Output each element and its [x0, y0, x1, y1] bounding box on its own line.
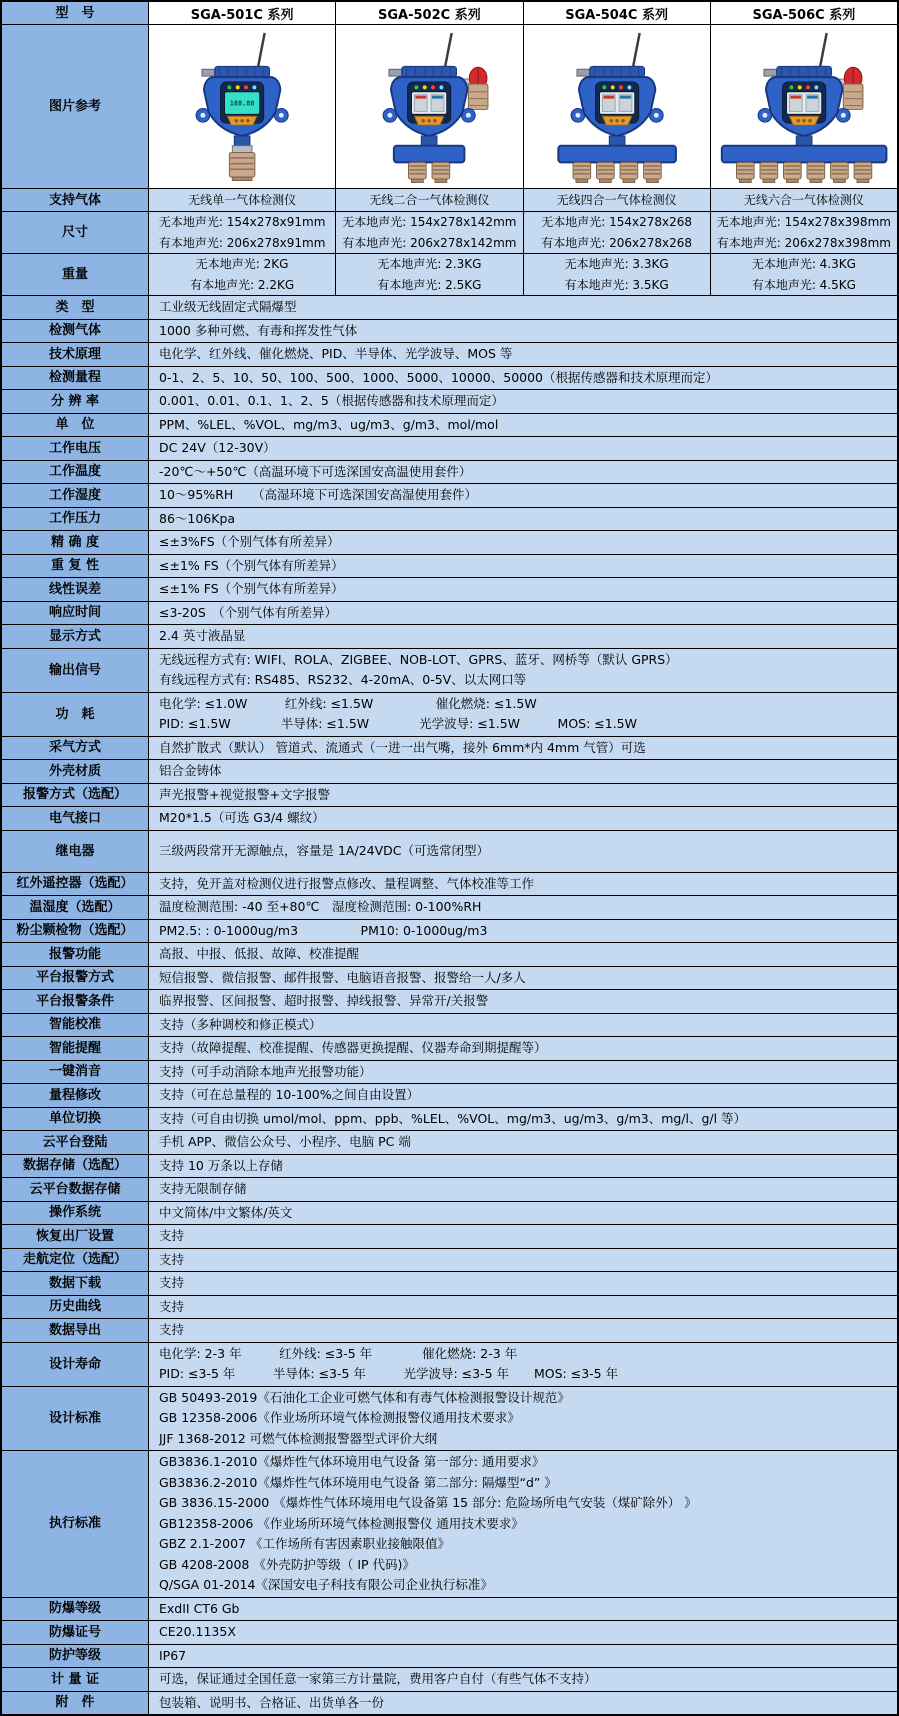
row-label: 类 型: [2, 296, 149, 319]
spec-row: [2, 1154, 897, 1178]
text-line: ≤±1% FS（个别气体有所差异）: [159, 581, 344, 596]
spec-value-cell: [149, 760, 897, 783]
spec-row: [2, 806, 897, 830]
text-line: 支持: [159, 1228, 185, 1243]
spec-row: [2, 783, 897, 807]
row-label: 采气方式: [2, 737, 149, 760]
text-line: 可选，保证通过全国任意一家第三方计量院，费用客户自付（有些气体不支持）: [159, 1671, 597, 1686]
spec-row: [2, 342, 897, 366]
text-line: 有本地声光: 206x278x142mm: [342, 235, 517, 250]
text-line: PM2.5: : 0-1000ug/m3 PM10: 0-1000ug/m3: [159, 922, 488, 938]
svg-text:188.88: 188.88: [229, 99, 255, 108]
model-header-cell: SGA-502C 系列: [335, 2, 522, 24]
spec-row: [2, 1083, 897, 1107]
row-label: 执行标准: [2, 1451, 149, 1597]
row-label: 检测气体: [2, 320, 149, 343]
row-label: 电气接口: [2, 807, 149, 830]
spec-row: [2, 1060, 897, 1084]
row-label: 工作湿度: [2, 484, 149, 507]
spec-row: [2, 577, 897, 601]
spec-value-cell: [149, 343, 897, 366]
spec-value-cell: [149, 1343, 897, 1386]
product-image-cell: [710, 25, 897, 188]
row-label: 尺寸: [2, 212, 149, 253]
row-label: 单 位: [2, 414, 149, 437]
model-value-cell: [149, 254, 335, 295]
text-line: 2.4 英寸液晶显: [159, 628, 246, 643]
model-header-cell: SGA-501C 系列: [149, 2, 335, 24]
text-line: 无本地声光: 154x278x91mm: [158, 215, 326, 229]
text-line: 有本地声光: 206x278x91mm: [158, 235, 326, 250]
text-line: 支持: [159, 1322, 185, 1337]
spec-row: [2, 919, 897, 943]
spec-row: [2, 942, 897, 966]
spec-row: [2, 1644, 897, 1668]
text-line: 有本地声光: 2.5KG: [377, 277, 482, 292]
model-value-cell: [523, 212, 710, 253]
spec-value-cell: [149, 920, 897, 943]
text-line: 有本地声光: 3.5KG: [564, 277, 669, 292]
row-label: 功 耗: [2, 693, 149, 736]
text-line: Q/SGA 01-2014《深国安电子科技有限公司企业执行标准》: [159, 1577, 493, 1592]
text-line: M20*1.5（可选 G3/4 螺纹）: [159, 810, 325, 825]
spec-value-cell: [149, 990, 897, 1013]
spec-row: [2, 319, 897, 343]
product-image-cell: [335, 25, 522, 188]
spec-value-cell: [149, 367, 897, 390]
row-label: 支持气体: [2, 189, 149, 211]
text-line: 无本地声光: 2.3KG: [377, 257, 482, 271]
row-label: 智能提醒: [2, 1037, 149, 1060]
row-label-images: 图片参考: [2, 25, 149, 188]
model-value-cell: [523, 189, 710, 211]
text-line: 无本地声光: 2KG: [195, 257, 289, 271]
spec-row: [2, 436, 897, 460]
spec-row: [2, 389, 897, 413]
spec-value-cell: [149, 1225, 897, 1248]
spec-value-cell: [149, 1668, 897, 1691]
spec-value-cell: [149, 1296, 897, 1319]
gas-detector-single-image: [150, 27, 334, 186]
model-value-cell: [523, 254, 710, 295]
row-label: 单位切换: [2, 1108, 149, 1131]
spec-row: [2, 366, 897, 390]
product-image-cell: [149, 25, 335, 188]
text-line: 无线远程方式有: WIFI、ROLA、ZIGBEE、NOB-LOT、GPRS、蓝牙、网桥等（默认 GPRS）: [159, 651, 678, 667]
spec-row: [2, 989, 897, 1013]
spec-value-cell: [149, 1598, 897, 1621]
text-line: 临界报警、区间报警、超时报警、掉线报警、异常开/关报警: [159, 993, 489, 1008]
spec-value-cell: [149, 1155, 897, 1178]
row-label: 显示方式: [2, 625, 149, 648]
text-line: ≤±3%FS（个别气体有所差异）: [159, 534, 340, 549]
spec-value-cell: [149, 1061, 897, 1084]
row-label: 防护等级: [2, 1645, 149, 1668]
spec-value-cell: [149, 1272, 897, 1295]
row-label: 恢复出厂设置: [2, 1225, 149, 1248]
text-line: IP67: [159, 1647, 187, 1663]
spec-value-cell: [149, 531, 897, 554]
row-label: 设计寿命: [2, 1343, 149, 1386]
row-label: 防爆等级: [2, 1598, 149, 1621]
spec-value-cell: [149, 625, 897, 648]
row-label: 计 量 证: [2, 1668, 149, 1691]
text-line: 短信报警、微信报警、邮件报警、电脑语音报警、报警给一人/多人: [159, 969, 526, 985]
row-label: 技术原理: [2, 343, 149, 366]
text-line: 有本地声光: 206x278x398mm: [716, 235, 891, 250]
spec-value-cell: [149, 784, 897, 807]
spec-row: [2, 530, 897, 554]
text-line: 电化学、红外线、催化燃烧、PID、半导体、光学波导、MOS 等: [159, 346, 513, 361]
text-line: 电化学: 2-3 年 红外线: ≤3-5 年 催化燃烧: 2-3 年: [159, 1345, 518, 1361]
spec-row: [2, 1295, 897, 1319]
row-label: 工作电压: [2, 437, 149, 460]
text-line: 支持，免开盖对检测仪进行报警点修改、量程调整、气体校准等工作: [159, 875, 535, 891]
text-line: 自然扩散式（默认） 管道式、流通式（一进一出气嘴，接外 6mm*内 4mm 气管）可选: [159, 739, 646, 755]
text-line: 温度检测范围: -40 至+80℃ 湿度检测范围: 0-100%RH: [159, 899, 482, 914]
text-line: GB 3836.15-2000 《爆炸性气体环境用电气设备第 15 部分: 危险场所电气安装（煤矿除外） 》: [159, 1495, 697, 1510]
spec-row: [2, 759, 897, 783]
model-value-row: [2, 253, 897, 295]
spec-row: [2, 1177, 897, 1201]
model-value-cell: [149, 189, 335, 211]
spec-row: [2, 413, 897, 437]
text-line: PID: ≤1.5W 半导体: ≤1.5W 光学波导: ≤1.5W MOS: ≤1.5W: [159, 716, 637, 731]
text-line: 支持 10 万条以上存储: [159, 1157, 283, 1173]
text-line: PPM、%LEL、%VOL、mg/m3、ug/m3、g/m3、mol/mol: [159, 416, 499, 432]
row-label: 平台报警条件: [2, 990, 149, 1013]
spec-value-cell: [149, 414, 897, 437]
text-line: 无线四合一气体检测仪: [556, 192, 677, 207]
spec-row: [2, 1386, 897, 1451]
spec-value-cell: [149, 296, 897, 319]
text-line: 0.001、0.01、0.1、1、2、5（根据传感器和技术原理而定）: [159, 393, 504, 408]
text-line: 高报、中报、低报、故障、校准提醒: [159, 946, 360, 961]
gas-detector-dual-image: [337, 27, 521, 186]
spec-row: [2, 1342, 897, 1386]
row-label: 报警方式（选配）: [2, 784, 149, 807]
text-line: 三级两段常开无源触点，容量是 1A/24VDC（可选常闭型）: [159, 842, 489, 858]
spec-value-cell: [149, 1108, 897, 1131]
spec-value-cell: [149, 1084, 897, 1107]
text-line: 1000 多种可燃、有毒和挥发性气体: [159, 322, 358, 338]
row-label: 历史曲线: [2, 1296, 149, 1319]
row-label: 操作系统: [2, 1202, 149, 1225]
spec-row: [2, 554, 897, 578]
text-line: ≤±1% FS（个别气体有所差异）: [159, 557, 344, 573]
row-label: 平台报警方式: [2, 967, 149, 990]
spec-value-cell: [149, 1037, 897, 1060]
spec-row: [2, 1036, 897, 1060]
spec-value-cell: [149, 1645, 897, 1668]
row-label: 红外遥控器（选配）: [2, 873, 149, 896]
model-header-cell: SGA-506C 系列: [710, 2, 897, 24]
text-line: 支持无限制存储: [159, 1181, 247, 1196]
row-label: 线性误差: [2, 578, 149, 601]
spec-row: [2, 1107, 897, 1131]
spec-row: [2, 1318, 897, 1342]
text-line: 有线远程方式有: RS485、RS232、4-20mA、0-5V、以太网口等: [159, 672, 527, 687]
row-label: 检测量程: [2, 367, 149, 390]
spec-value-cell: [149, 508, 897, 531]
text-line: 无线六合一气体检测仪: [743, 192, 864, 207]
text-line: 无本地声光: 154x278x268: [541, 215, 693, 229]
model-value-cell: [710, 189, 897, 211]
spec-row: [2, 1691, 897, 1715]
text-line: DC 24V（12-30V）: [159, 440, 276, 455]
spec-row: [2, 692, 897, 736]
text-line: GB 12358-2006《作业场所环境气体检测报警仪通用技术要求》: [159, 1410, 520, 1425]
spec-value-cell: [149, 873, 897, 896]
text-line: 工业级无线固定式隔爆型: [159, 299, 297, 314]
text-line: 无本地声光: 154x278x142mm: [342, 215, 517, 229]
row-label: 数据导出: [2, 1319, 149, 1342]
row-label: 外壳材质: [2, 760, 149, 783]
text-line: JJF 1368-2012 可燃气体检测报警器型式评价大纲: [159, 1430, 438, 1446]
text-line: GB12358-2006 《作业场所环境气体检测报警仪 通用技术要求》: [159, 1515, 524, 1531]
text-line: 支持: [159, 1251, 185, 1267]
product-image-cell: [523, 25, 710, 188]
model-value-cell: [710, 254, 897, 295]
model-header-cell: SGA-504C 系列: [523, 2, 710, 24]
spec-row: [2, 966, 897, 990]
spec-row: [2, 648, 897, 692]
spec-row: [2, 1620, 897, 1644]
model-value-cell: [335, 254, 522, 295]
text-line: GB3836.2-2010《爆炸性气体环境用电气设备 第二部分: 隔爆型“d” 》: [159, 1474, 557, 1490]
row-label: 输出信号: [2, 649, 149, 692]
text-line: 无线单一气体检测仪: [188, 192, 297, 207]
row-label: 分 辨 率: [2, 390, 149, 413]
spec-value-cell: [149, 1692, 897, 1715]
spec-value-cell: [149, 1178, 897, 1201]
text-line: GB 50493-2019《石油化工企业可燃气体和有毒气体检测报警设计规范》: [159, 1389, 570, 1405]
text-line: 支持（可手动消除本地声光报警功能）: [159, 1063, 372, 1079]
row-label: 重量: [2, 254, 149, 295]
row-label: 量程修改: [2, 1084, 149, 1107]
row-label: 报警功能: [2, 943, 149, 966]
text-line: 86～106Kpa: [159, 510, 236, 526]
text-line: PID: ≤3-5 年 半导体: ≤3-5 年 光学波导: ≤3-5 年 MOS: ≤3-5 年: [159, 1366, 619, 1381]
spec-row: [2, 1450, 897, 1597]
spec-value-cell: [149, 1014, 897, 1037]
spec-value-cell: [149, 943, 897, 966]
model-value-cell: [149, 212, 335, 253]
text-line: 手机 APP、微信公众号、小程序、电脑 PC 端: [159, 1134, 411, 1149]
spec-row: [2, 1248, 897, 1272]
text-line: ExdII CT6 Gb: [159, 1600, 240, 1616]
model-value-cell: [710, 212, 897, 253]
spec-value-cell: [149, 578, 897, 601]
text-line: 支持: [159, 1275, 185, 1290]
row-label: 智能校准: [2, 1014, 149, 1037]
row-label: 重 复 性: [2, 555, 149, 578]
model-header-cells: [149, 2, 897, 24]
spec-value-cell: [149, 807, 897, 830]
spec-value-cell: [149, 555, 897, 578]
spec-row: [2, 624, 897, 648]
text-line: 支持（可自由切换 umol/mol、ppm、ppb、%LEL、%VOL、mg/m3、ug/m3、g/m3、mg/l、g/l 等）: [159, 1110, 747, 1126]
gas-detector-quad-image: [525, 27, 709, 186]
product-image-cells: [149, 25, 897, 188]
image-row: [2, 24, 897, 188]
spec-value-cell: [149, 831, 897, 872]
spec-value-cell: [149, 1451, 897, 1597]
model-value-row: [2, 188, 897, 211]
spec-value-cell: [149, 649, 897, 692]
spec-value-cell: [149, 737, 897, 760]
spec-value-cell: [149, 1131, 897, 1154]
spec-value-cell: [149, 1319, 897, 1342]
spec-row: [2, 295, 897, 319]
text-line: 有本地声光: 206x278x268: [541, 235, 693, 250]
text-line: 无本地声光: 3.3KG: [564, 257, 669, 271]
row-label: 防爆证号: [2, 1621, 149, 1644]
text-line: GBZ 2.1-2007 《工作场所有害因素职业接触限值》: [159, 1536, 450, 1551]
row-label: 走航定位（选配）: [2, 1249, 149, 1272]
row-label: 云平台数据存储: [2, 1178, 149, 1201]
row-label: 附 件: [2, 1692, 149, 1715]
spec-row: [2, 1667, 897, 1691]
text-line: 支持（多种调校和修正模式）: [159, 1016, 322, 1032]
row-label: 继电器: [2, 831, 149, 872]
text-line: 电化学: ≤1.0W 红外线: ≤1.5W 催化燃烧: ≤1.5W: [159, 695, 537, 711]
model-value-row: [2, 211, 897, 253]
model-value-cell: [335, 189, 522, 211]
row-label-model: 型 号: [2, 2, 149, 24]
row-label: 设计标准: [2, 1387, 149, 1451]
model-value-cell: [335, 212, 522, 253]
row-label: 数据下载: [2, 1272, 149, 1295]
text-line: 包装箱、说明书、合格证、出货单各一份: [159, 1694, 385, 1710]
text-line: CE20.1135X: [159, 1624, 236, 1639]
spec-row: [2, 895, 897, 919]
text-line: 10～95%RH （高湿环境下可选深国安高湿使用套件）: [159, 487, 478, 502]
spec-value-cell: [149, 1202, 897, 1225]
spec-value-cell: [149, 320, 897, 343]
spec-row: [2, 736, 897, 760]
spec-value-cell: [149, 437, 897, 460]
text-line: 有本地声光: 2.2KG: [190, 277, 295, 292]
spec-row: [2, 1271, 897, 1295]
row-label: 数据存储（选配）: [2, 1155, 149, 1178]
spec-value-cell: [149, 1621, 897, 1644]
spec-row: [2, 460, 897, 484]
row-label: 精 确 度: [2, 531, 149, 554]
spec-value-cell: [149, 967, 897, 990]
row-label: 一键消音: [2, 1061, 149, 1084]
row-label: 温湿度（选配）: [2, 896, 149, 919]
text-line: 有本地声光: 4.5KG: [751, 277, 856, 292]
text-line: 无线二合一气体检测仪: [369, 192, 490, 207]
spec-value-cell: [149, 1387, 897, 1451]
spec-row: [2, 1013, 897, 1037]
text-line: GB3836.1-2010《爆炸性气体环境用电气设备 第一部分: 通用要求》: [159, 1454, 545, 1469]
row-label: 云平台登陆: [2, 1131, 149, 1154]
text-line: 支持（可在总量程的 10-100%之间自由设置）: [159, 1087, 420, 1102]
spec-row: [2, 1597, 897, 1621]
text-line: 中文简体/中文繁体/英文: [159, 1204, 293, 1220]
spec-value-cell: [149, 896, 897, 919]
spec-row: [2, 1224, 897, 1248]
row-label: 工作压力: [2, 508, 149, 531]
text-line: 无本地声光: 4.3KG: [751, 257, 856, 271]
spec-row: [2, 872, 897, 896]
text-line: 0-1、2、5、10、50、100、500、1000、5000、10000、50000（根据传感器和技术原理而定）: [159, 369, 719, 385]
spec-value-cell: [149, 693, 897, 736]
text-line: 铝合金铸体: [159, 763, 222, 778]
spec-value-cell: [149, 602, 897, 625]
spec-row: [2, 483, 897, 507]
text-line: 支持（故障提醒、校准提醒、传感器更换提醒、仪器寿命到期提醒等）: [159, 1040, 547, 1055]
spec-row: [2, 1201, 897, 1225]
text-line: -20℃～+50℃（高温环境下可选深国安高温使用套件）: [159, 463, 472, 479]
row-label: 响应时间: [2, 602, 149, 625]
spec-value-cell: [149, 484, 897, 507]
spec-value-cell: [149, 461, 897, 484]
text-line: ≤3-20S （个别气体有所差异）: [159, 604, 338, 620]
spec-row: [2, 1130, 897, 1154]
text-line: 声光报警+视觉报警+文字报警: [159, 786, 330, 802]
row-label: 工作温度: [2, 461, 149, 484]
gas-detector-hex-image: [712, 27, 896, 186]
row-label: 粉尘颗检物（选配）: [2, 920, 149, 943]
spec-value-cell: [149, 390, 897, 413]
text-line: GB 4208-2008 《外壳防护等级（ IP 代码)》: [159, 1556, 415, 1572]
spec-row: [2, 830, 897, 872]
spec-row: [2, 507, 897, 531]
spec-row: [2, 601, 897, 625]
header-row: [2, 2, 897, 24]
text-line: 支持: [159, 1298, 185, 1314]
spec-value-cell: [149, 1249, 897, 1272]
text-line: 无本地声光: 154x278x398mm: [716, 215, 891, 229]
